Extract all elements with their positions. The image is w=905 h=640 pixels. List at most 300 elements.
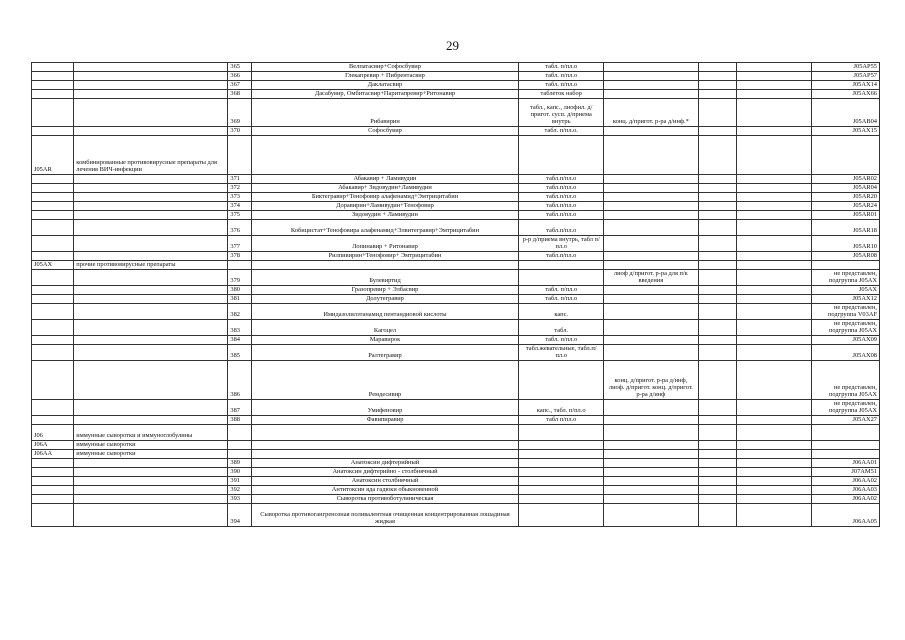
atc-code-cell — [32, 416, 74, 425]
drug-name-cell: Кобицистат+Тенофовира алафенамид+Элвитегравир+Эмтрицитабин — [251, 220, 519, 236]
dosage-form-cell — [519, 261, 604, 270]
drug-name-cell: Анатоксин дифтерийно - столбнячный — [251, 468, 519, 477]
dosage-form-alt-cell — [604, 486, 699, 495]
empty-cell — [698, 236, 736, 252]
table-row — [32, 175, 880, 184]
atx-code-cell: J05AX66 — [812, 90, 880, 99]
atc-code-cell — [32, 304, 74, 320]
table-row — [32, 63, 880, 72]
group-name-cell: иммунные сыворотки — [74, 441, 228, 450]
empty-cell — [698, 450, 736, 459]
table-row — [32, 486, 880, 495]
drug-name-cell: Антитоксин яда гадюки обыкновенной — [251, 486, 519, 495]
table-row — [32, 459, 880, 468]
atc-code-cell — [32, 320, 74, 336]
atc-code-cell — [32, 459, 74, 468]
dosage-form-cell: табл. п/пл.о — [519, 81, 604, 90]
empty-cell — [736, 286, 812, 295]
drug-name-cell: Софосбувир — [251, 127, 519, 136]
row-number-cell: 391 — [228, 477, 251, 486]
dosage-form-alt-cell — [604, 90, 699, 99]
dosage-form-cell: табл.жевательные, табл.п/пл.о — [519, 345, 604, 361]
group-name-cell — [74, 252, 228, 261]
row-number-cell: 388 — [228, 416, 251, 425]
table-row — [32, 99, 880, 127]
dosage-form-alt-cell — [604, 286, 699, 295]
empty-cell — [698, 486, 736, 495]
empty-cell — [736, 504, 812, 527]
dosage-form-alt-cell — [604, 416, 699, 425]
atc-code-cell: J05AR — [32, 136, 74, 175]
row-number-cell: 373 — [228, 193, 251, 202]
dosage-form-cell — [519, 441, 604, 450]
dosage-form-cell: капс., табл. п/пл.о — [519, 400, 604, 416]
row-number-cell — [228, 136, 251, 175]
dosage-form-alt-cell — [604, 136, 699, 175]
group-name-cell — [74, 127, 228, 136]
empty-cell — [736, 400, 812, 416]
drug-name-cell — [251, 450, 519, 459]
dosage-form-cell: табл., капс., лиофил. д/пригот. сусп. д/приема внутрь — [519, 99, 604, 127]
empty-cell — [698, 304, 736, 320]
table-row — [32, 345, 880, 361]
drug-name-cell: Анатоксин дифтерийный — [251, 459, 519, 468]
table-row — [32, 295, 880, 304]
empty-cell — [698, 477, 736, 486]
atx-code-cell: J07AM51 — [812, 468, 880, 477]
group-name-cell — [74, 477, 228, 486]
drug-name-cell: Гразопревир + Элбасвир — [251, 286, 519, 295]
empty-cell — [736, 90, 812, 99]
drug-name-cell: Умифеновир — [251, 400, 519, 416]
empty-cell — [698, 441, 736, 450]
dosage-form-cell: табл. п/пл.о — [519, 336, 604, 345]
table-row — [32, 477, 880, 486]
empty-cell — [736, 136, 812, 175]
drug-name-cell: Абакавир+ Зидовудин+Ламивудин — [251, 184, 519, 193]
empty-cell — [698, 425, 736, 441]
table-row — [32, 495, 880, 504]
row-number-cell — [228, 450, 251, 459]
atx-code-cell: J06AA02 — [812, 495, 880, 504]
atx-code-cell: J05AR04 — [812, 184, 880, 193]
row-number-cell: 389 — [228, 459, 251, 468]
atx-code-cell: J05AX27 — [812, 416, 880, 425]
empty-cell — [698, 127, 736, 136]
drug-name-cell: Глекапревир + Пибрентасвир — [251, 72, 519, 81]
group-name-cell — [74, 184, 228, 193]
row-number-cell: 387 — [228, 400, 251, 416]
row-number-cell: 366 — [228, 72, 251, 81]
atx-code-cell: не представлен, подгруппа J05AX — [812, 400, 880, 416]
drug-name-cell: Булевиртид — [251, 270, 519, 286]
atc-code-cell — [32, 486, 74, 495]
group-name-cell — [74, 504, 228, 527]
empty-cell — [736, 450, 812, 459]
row-number-cell: 370 — [228, 127, 251, 136]
atx-code-cell — [812, 136, 880, 175]
group-name-cell — [74, 90, 228, 99]
empty-cell — [698, 295, 736, 304]
table-row — [32, 361, 880, 400]
row-number-cell: 371 — [228, 175, 251, 184]
empty-cell — [698, 211, 736, 220]
group-name-cell — [74, 416, 228, 425]
atx-code-cell: J05AR01 — [812, 211, 880, 220]
group-name-cell: прочие противовирусные препараты — [74, 261, 228, 270]
empty-cell — [698, 175, 736, 184]
atx-code-cell — [812, 450, 880, 459]
dosage-form-alt-cell — [604, 184, 699, 193]
group-name-cell — [74, 286, 228, 295]
row-number-cell — [228, 425, 251, 441]
dosage-form-cell: табл. п/пл.о — [519, 72, 604, 81]
atc-code-cell — [32, 202, 74, 211]
table-row — [32, 468, 880, 477]
atc-code-cell: J06A — [32, 441, 74, 450]
dosage-form-cell: табл. п/пл.о — [519, 295, 604, 304]
empty-cell — [698, 99, 736, 127]
table-row — [32, 211, 880, 220]
atc-code-cell — [32, 127, 74, 136]
dosage-form-alt-cell — [604, 261, 699, 270]
dosage-form-alt-cell — [604, 400, 699, 416]
empty-cell — [736, 220, 812, 236]
table-row — [32, 450, 880, 459]
dosage-form-cell: капс. — [519, 304, 604, 320]
row-number-cell: 385 — [228, 345, 251, 361]
empty-cell — [698, 220, 736, 236]
group-name-cell — [74, 320, 228, 336]
empty-cell — [698, 459, 736, 468]
empty-cell — [736, 495, 812, 504]
table-row — [32, 72, 880, 81]
drug-name-cell: Рибавирин — [251, 99, 519, 127]
empty-cell — [736, 477, 812, 486]
group-name-cell — [74, 400, 228, 416]
table-row — [32, 136, 880, 175]
dosage-form-alt-cell — [604, 236, 699, 252]
atx-code-cell: J05AR10 — [812, 236, 880, 252]
dosage-form-alt-cell — [604, 63, 699, 72]
dosage-form-alt-cell — [604, 336, 699, 345]
atx-code-cell: J05AX09 — [812, 336, 880, 345]
table-row — [32, 425, 880, 441]
dosage-form-alt-cell — [604, 468, 699, 477]
dosage-form-alt-cell — [604, 459, 699, 468]
table-row — [32, 320, 880, 336]
drug-name-cell: Кагоцел — [251, 320, 519, 336]
empty-cell — [698, 495, 736, 504]
empty-cell — [698, 193, 736, 202]
empty-cell — [736, 320, 812, 336]
dosage-form-alt-cell — [604, 320, 699, 336]
row-number-cell: 374 — [228, 202, 251, 211]
empty-cell — [736, 184, 812, 193]
atx-code-cell — [812, 441, 880, 450]
row-number-cell — [228, 441, 251, 450]
drug-name-cell: Биктегравир+Тенофовир алафенамид+Эмтрицитабин — [251, 193, 519, 202]
row-number-cell: 368 — [228, 90, 251, 99]
empty-cell — [698, 81, 736, 90]
dosage-form-alt-cell — [604, 220, 699, 236]
drug-name-cell — [251, 425, 519, 441]
row-number-cell: 378 — [228, 252, 251, 261]
atx-code-cell — [812, 425, 880, 441]
dosage-form-cell: табл.п/пл.о — [519, 211, 604, 220]
atc-code-cell — [32, 99, 74, 127]
empty-cell — [736, 441, 812, 450]
empty-cell — [698, 345, 736, 361]
atc-code-cell: J06AA — [32, 450, 74, 459]
dosage-form-alt-cell — [604, 252, 699, 261]
atc-code-cell — [32, 336, 74, 345]
group-name-cell — [74, 361, 228, 400]
atx-code-cell: J05AP57 — [812, 72, 880, 81]
row-number-cell — [228, 261, 251, 270]
empty-cell — [698, 270, 736, 286]
dosage-form-alt-cell: лиоф д/пригот. р-ра для п/к введения — [604, 270, 699, 286]
atc-code-cell — [32, 236, 74, 252]
row-number-cell: 372 — [228, 184, 251, 193]
drug-name-cell: Фавипиравир — [251, 416, 519, 425]
atc-code-cell — [32, 504, 74, 527]
dosage-form-alt-cell — [604, 425, 699, 441]
row-number-cell: 381 — [228, 295, 251, 304]
dosage-form-cell: табл. — [519, 320, 604, 336]
empty-cell — [736, 99, 812, 127]
empty-cell — [736, 361, 812, 400]
dosage-form-alt-cell — [604, 441, 699, 450]
table-row — [32, 336, 880, 345]
dosage-form-cell: табл п/пл.о — [519, 416, 604, 425]
group-name-cell — [74, 220, 228, 236]
page-number: 29 — [446, 38, 459, 53]
dosage-form-alt-cell: конц. д/пригот. р-ра д/инф.* — [604, 99, 699, 127]
group-name-cell — [74, 211, 228, 220]
atc-code-cell — [32, 400, 74, 416]
table-row — [32, 81, 880, 90]
group-name-cell — [74, 99, 228, 127]
atc-code-cell — [32, 175, 74, 184]
atc-code-cell — [32, 72, 74, 81]
atx-code-cell: J05AX12 — [812, 295, 880, 304]
empty-cell — [736, 425, 812, 441]
empty-cell — [736, 72, 812, 81]
atx-code-cell: J06AA05 — [812, 504, 880, 527]
table-row — [32, 220, 880, 236]
group-name-cell — [74, 459, 228, 468]
drug-name-cell: Доравирин+Ламивудин+Тенофовир — [251, 202, 519, 211]
table-row — [32, 252, 880, 261]
group-name-cell — [74, 304, 228, 320]
empty-cell — [698, 286, 736, 295]
empty-cell — [736, 175, 812, 184]
drug-name-cell: Велпатасвир+Софосбувир — [251, 63, 519, 72]
drug-name-cell: Рилпивирин+Тенофовир+ Эмтрицитабин — [251, 252, 519, 261]
row-number-cell: 392 — [228, 486, 251, 495]
atc-code-cell — [32, 193, 74, 202]
dosage-form-alt-cell — [604, 127, 699, 136]
table-row — [32, 193, 880, 202]
dosage-form-cell: табл.п/пл.о — [519, 175, 604, 184]
drug-name-cell: Ремдесивир — [251, 361, 519, 400]
empty-cell — [736, 193, 812, 202]
dosage-form-alt-cell — [604, 295, 699, 304]
drug-name-cell: Зидовудин + Ламивудин — [251, 211, 519, 220]
empty-cell — [736, 202, 812, 211]
dosage-form-cell — [519, 504, 604, 527]
empty-cell — [736, 252, 812, 261]
group-name-cell — [74, 81, 228, 90]
atx-code-cell: не представлен, подгруппа V03AF — [812, 304, 880, 320]
dosage-form-cell: табл.п/пл.о — [519, 220, 604, 236]
dosage-form-cell — [519, 486, 604, 495]
drug-name-cell: Сыворотка противоботулиническая — [251, 495, 519, 504]
empty-cell — [736, 127, 812, 136]
drug-name-cell: Даклатасвир — [251, 81, 519, 90]
dosage-form-cell: табл.п/пл.о — [519, 184, 604, 193]
dosage-form-cell: табл. п/пл.о. — [519, 127, 604, 136]
empty-cell — [736, 81, 812, 90]
atx-code-cell: не представлен, подгруппа J05AX — [812, 361, 880, 400]
drug-name-cell: Ралтегравир — [251, 345, 519, 361]
dosage-form-alt-cell — [604, 175, 699, 184]
table-row — [32, 270, 880, 286]
empty-cell — [698, 416, 736, 425]
dosage-form-alt-cell — [604, 304, 699, 320]
empty-cell — [698, 202, 736, 211]
atc-code-cell — [32, 184, 74, 193]
empty-cell — [698, 252, 736, 261]
dosage-form-cell: табл. п/пл.о — [519, 63, 604, 72]
dosage-form-alt-cell: конц. д/пригот. р-ра д/инф, лиоф. д/пригот. конц. д/пригот. р-ра д/инф — [604, 361, 699, 400]
empty-cell — [698, 63, 736, 72]
atc-code-cell — [32, 495, 74, 504]
atx-code-cell: J05AR20 — [812, 193, 880, 202]
table-row — [32, 261, 880, 270]
group-name-cell — [74, 336, 228, 345]
table-row — [32, 236, 880, 252]
atc-code-cell: J05AX — [32, 261, 74, 270]
empty-cell — [698, 400, 736, 416]
dosage-form-alt-cell — [604, 345, 699, 361]
group-name-cell — [74, 236, 228, 252]
atc-code-cell — [32, 345, 74, 361]
dosage-form-cell — [519, 459, 604, 468]
row-number-cell: 386 — [228, 361, 251, 400]
atx-code-cell: J06AA02 — [812, 477, 880, 486]
row-number-cell: 367 — [228, 81, 251, 90]
group-name-cell — [74, 495, 228, 504]
row-number-cell: 383 — [228, 320, 251, 336]
group-name-cell — [74, 345, 228, 361]
atx-code-cell: J06AA01 — [812, 459, 880, 468]
empty-cell — [698, 468, 736, 477]
atx-code-cell: J06AA03 — [812, 486, 880, 495]
group-name-cell: иммунные сыворотки — [74, 450, 228, 459]
drug-name-cell: Имидазолилэтанамид пентандиовой кислоты — [251, 304, 519, 320]
empty-cell — [698, 261, 736, 270]
dosage-form-alt-cell — [604, 211, 699, 220]
atx-code-cell: J05AB04 — [812, 99, 880, 127]
table-row — [32, 127, 880, 136]
dosage-form-cell — [519, 136, 604, 175]
drug-name-cell: Абакавир + Ламивудин — [251, 175, 519, 184]
atc-code-cell — [32, 252, 74, 261]
table-row — [32, 416, 880, 425]
empty-cell — [736, 486, 812, 495]
table-row — [32, 90, 880, 99]
dosage-form-cell: табл.п/пл.о — [519, 193, 604, 202]
atc-code-cell — [32, 286, 74, 295]
empty-cell — [736, 459, 812, 468]
atx-code-cell: J05AR08 — [812, 252, 880, 261]
empty-cell — [736, 304, 812, 320]
empty-cell — [698, 504, 736, 527]
dosage-form-alt-cell — [604, 504, 699, 527]
table-row — [32, 400, 880, 416]
atx-code-cell: J05AX — [812, 286, 880, 295]
drug-name-cell: Долутегравир — [251, 295, 519, 304]
dosage-form-cell — [519, 425, 604, 441]
dosage-form-cell — [519, 477, 604, 486]
atx-code-cell — [812, 261, 880, 270]
drug-name-cell: Маравирок — [251, 336, 519, 345]
group-name-cell — [74, 72, 228, 81]
atx-code-cell: не представлен, подгруппа J05AX — [812, 270, 880, 286]
atx-code-cell: J05AR02 — [812, 175, 880, 184]
table-row — [32, 202, 880, 211]
dosage-form-cell — [519, 270, 604, 286]
group-name-cell — [74, 193, 228, 202]
dosage-form-cell — [519, 450, 604, 459]
dosage-form-cell: р-р д/приема внутрь, табл п/пл.о — [519, 236, 604, 252]
empty-cell — [736, 345, 812, 361]
atx-code-cell: J05AX14 — [812, 81, 880, 90]
group-name-cell — [74, 63, 228, 72]
dosage-form-alt-cell — [604, 193, 699, 202]
empty-cell — [736, 236, 812, 252]
atx-code-cell: J05AP55 — [812, 63, 880, 72]
atc-code-cell — [32, 270, 74, 286]
empty-cell — [698, 184, 736, 193]
dosage-form-cell: табл. п/пл.о — [519, 286, 604, 295]
atc-code-cell — [32, 361, 74, 400]
row-number-cell: 393 — [228, 495, 251, 504]
dosage-form-cell — [519, 468, 604, 477]
group-name-cell — [74, 486, 228, 495]
row-number-cell: 369 — [228, 99, 251, 127]
empty-cell — [736, 416, 812, 425]
empty-cell — [698, 361, 736, 400]
atx-code-cell: J05AX08 — [812, 345, 880, 361]
group-name-cell — [74, 175, 228, 184]
empty-cell — [698, 136, 736, 175]
group-name-cell: иммунные сыворотки и иммуноглобулины — [74, 425, 228, 441]
empty-cell — [736, 63, 812, 72]
dosage-form-cell: табл.п/пл.о — [519, 252, 604, 261]
table-row — [32, 286, 880, 295]
row-number-cell: 377 — [228, 236, 251, 252]
drug-list-table — [31, 62, 880, 527]
group-name-cell: комбинированные противовирусные препараты для лечения ВИЧ-инфекции — [74, 136, 228, 175]
atc-code-cell — [32, 211, 74, 220]
row-number-cell: 380 — [228, 286, 251, 295]
row-number-cell: 382 — [228, 304, 251, 320]
dosage-form-alt-cell — [604, 81, 699, 90]
row-number-cell: 384 — [228, 336, 251, 345]
